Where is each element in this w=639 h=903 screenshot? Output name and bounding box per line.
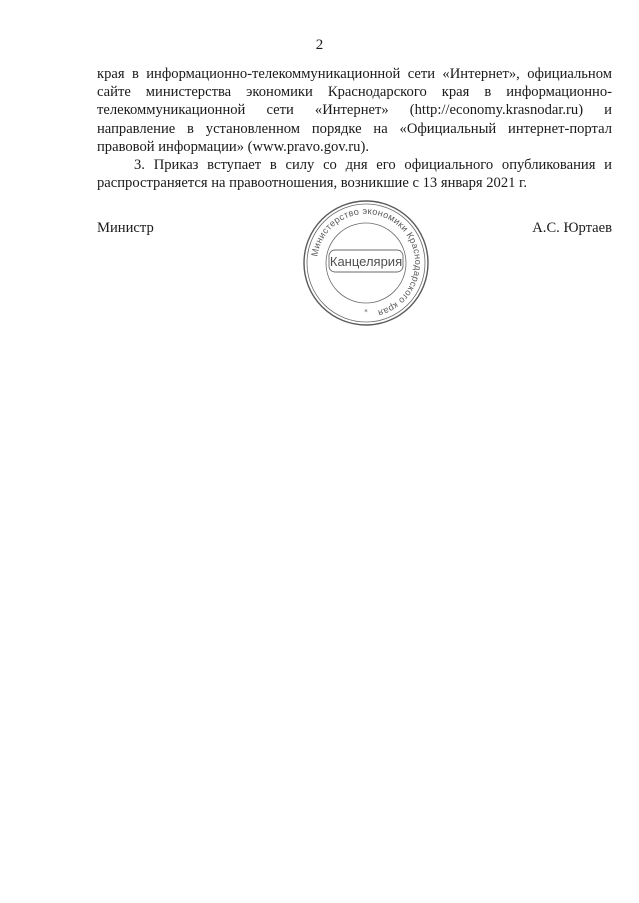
office-stamp <box>301 198 431 328</box>
page-number: 2 <box>315 37 324 53</box>
stamp-seal-icon <box>301 198 431 328</box>
signatory-name: А.С. Юртаев <box>532 220 612 236</box>
document-body <box>97 65 612 192</box>
stamp-center-text: Канцелярия <box>329 254 403 269</box>
paragraph-effective-date: 3. Приказ вступает в силу со дня его официального опубликования и распространяется на правоотношения, возникшие с 13 января 2021 г. <box>97 157 612 192</box>
paragraph-continuation: края в информационно-телекоммуникационной сети «Интернет», официальном сайте министерства экономики Краснодарского края в информационно-телекоммуникационной сети «Интернет» (http://economy.krasnodar.ru) и направление в установленном порядке на «Официальный интернет-портал правовой информации» (www.pravo.gov.ru). <box>97 66 612 155</box>
svg-text:*: * <box>364 308 368 316</box>
signatory-position: Министр <box>97 220 154 236</box>
stamp-ring-text: Министерство экономики Краснодарского края <box>309 205 424 319</box>
